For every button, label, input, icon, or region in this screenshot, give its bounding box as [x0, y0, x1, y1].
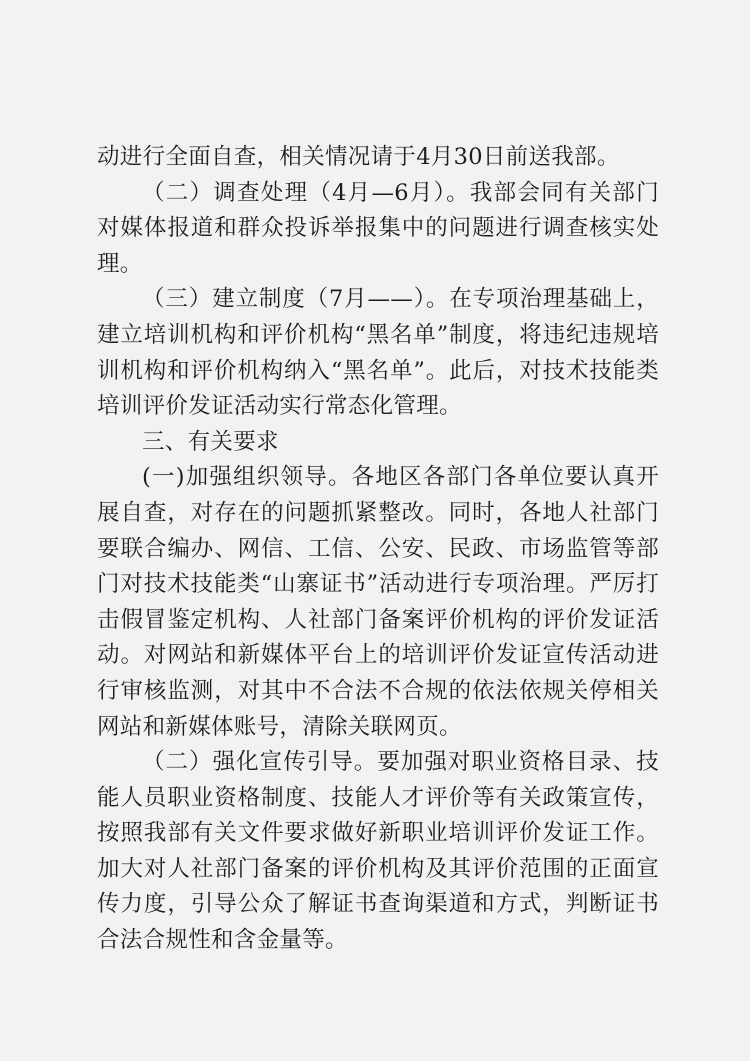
paragraph-investigation: （二）调查处理（4月—6月）。我部会同有关部门对媒体报道和群众投诉举报集中的问题进行调查核实处理。	[97, 179, 659, 277]
paragraph-leadership: (一)加强组织领导。各地区各部门各单位要认真开展自查，对存在的问题抓紧整改。同时，各地人社部门要联合编办、网信、工信、公安、民政、市场监管等部门对技术技能类“山寨证书”活动进行专项治理。严厉打击假冒鉴定机构、人社部门备案评价机构的评价发证活动。对网站和新媒体平台上的培训评价发证宣传活动进行审核监测，对其中不合法不合规的依法依规关停相关网站和新媒体账号，清除关联网页。	[97, 464, 659, 740]
section-heading-requirements: 三、有关要求	[142, 428, 279, 455]
paragraph-publicity: （二）强化宣传引导。要加强对职业资格目录、技能人员职业资格制度、技能人才评价等有关政策宣传，按照我部有关文件要求做好新职业培训评价发证工作。加大对人社部门备案的评价机构及其评价范围的正面宣传力度，引导公众了解证书查询渠道和方式，判断证书合法合规性和含金量等。	[97, 749, 659, 954]
paragraph-continuation: 动进行全面自查，相关情况请于4月30日前送我部。	[97, 144, 620, 170]
document-body	[97, 140, 659, 959]
paragraph-system: （三）建立制度（7月——）。在专项治理基础上，建立培训机构和评价机构“黑名单”制度，将违纪违规培训机构和评价机构纳入“黑名单”。此后，对技术技能类培训评价发证活动实行常态化管理。	[97, 286, 659, 420]
